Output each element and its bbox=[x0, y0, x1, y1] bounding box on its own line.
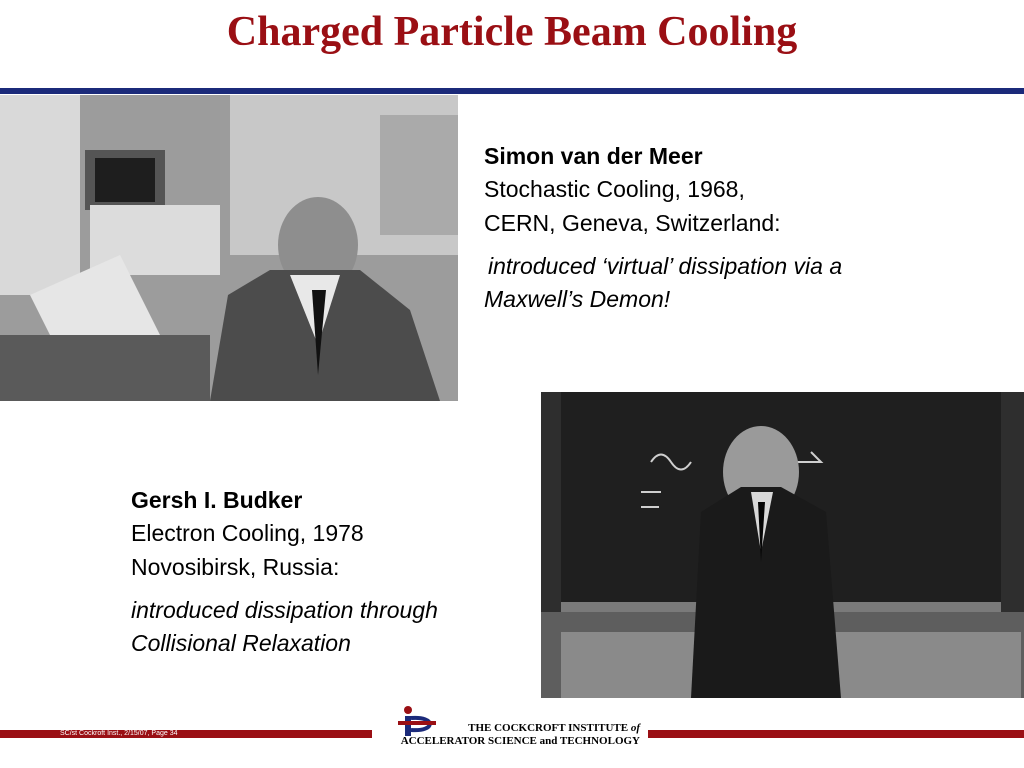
budker-name: Gersh I. Budker bbox=[131, 487, 303, 513]
van-der-meer-line2: CERN, Geneva, Switzerland: bbox=[484, 209, 781, 236]
budker-caption bbox=[131, 484, 531, 661]
footer-note: SC/st Cockroft Inst., 2/15/07, Page 34 bbox=[60, 730, 178, 737]
van-der-meer-desc-line2: Maxwell’s Demon! bbox=[484, 286, 671, 313]
slide-title: Charged Particle Beam Cooling bbox=[226, 9, 798, 55]
van-der-meer-caption bbox=[484, 140, 1004, 317]
van-der-meer-description bbox=[484, 250, 1004, 317]
budker-desc-line1: introduced dissipation through bbox=[131, 597, 438, 624]
budker-line1: Electron Cooling, 1978 bbox=[131, 520, 364, 547]
van-der-meer-desc-line1: introduced ‘virtual’ dissipation via a bbox=[488, 253, 843, 280]
institute-line1-wrap bbox=[384, 722, 640, 735]
van-der-meer-line1: Stochastic Cooling, 1968, bbox=[484, 176, 745, 203]
institute-of: of bbox=[630, 722, 640, 734]
institute-line1: THE COCKCROFT INSTITUTE bbox=[468, 722, 629, 734]
van-der-meer-name: Simon van der Meer bbox=[484, 143, 703, 169]
title-rule bbox=[0, 88, 1024, 94]
budker-photo bbox=[541, 392, 1024, 698]
footer-bar-left bbox=[0, 730, 372, 738]
budker-desc-line2: Collisional Relaxation bbox=[131, 630, 351, 657]
footer-bar-right bbox=[648, 730, 1024, 738]
institute-name bbox=[384, 722, 640, 748]
budker-description bbox=[131, 594, 531, 661]
institute-line2: ACCELERATOR SCIENCE and TECHNOLOGY bbox=[400, 735, 640, 747]
van-der-meer-photo bbox=[0, 95, 458, 401]
budker-line2: Novosibirsk, Russia: bbox=[131, 553, 340, 580]
